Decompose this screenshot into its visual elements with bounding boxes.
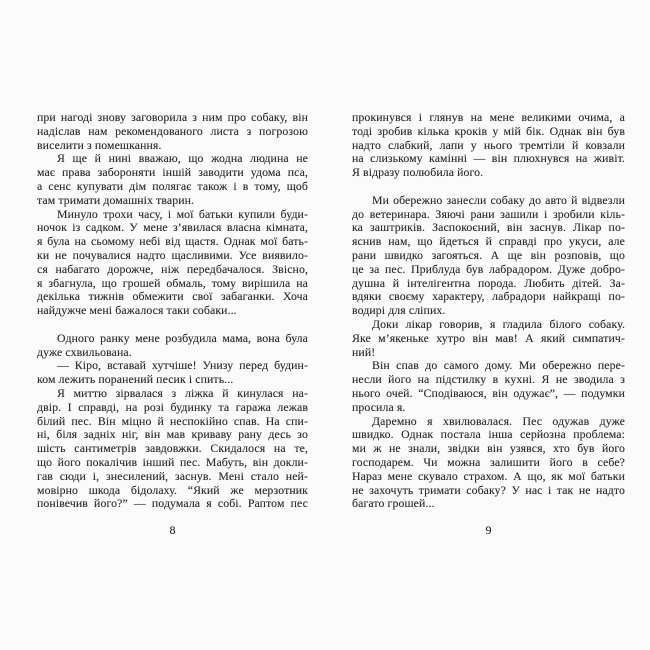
page-right (352, 111, 625, 581)
text-line: Минуло трохи часу, і мої батьки купили буди- (57, 206, 308, 221)
text-line: вдяки своєму характеру, лабрадори найкращі по- (352, 289, 625, 304)
text-line: швидко. Однак постала інша серйозна проблема: (352, 427, 625, 442)
text-line: просила я. (352, 399, 406, 414)
text-line: прокинувся і глянув на мене великими очима, а (352, 110, 625, 124)
text-line: Одного ранку мене розбудила мама, вона була (57, 330, 308, 345)
text-line: ми ж не знали, звідки він узявся, хто був його (352, 441, 625, 456)
text-line: ся набагато дорожче, ніж передбачалося. Звісно, (37, 261, 308, 276)
text-line: гав сюди і, знесилений, заснув. Мені стало ней- (37, 468, 308, 483)
text-line: на слизькому камінні — він плюхнувся на живіт. (352, 151, 625, 166)
text-line: Доки лікар говорив, я гладила білого собаку. (372, 316, 625, 331)
paragraph (37, 332, 308, 360)
text-line: водирі для сліпих. (352, 303, 446, 318)
text-line: це за пес. Приблуда був лабрадором. Дуже добро- (352, 261, 625, 276)
paragraph (37, 152, 308, 207)
paragraph (37, 111, 308, 152)
text-line: ки не почувалися надто щасливими. Усе виявило- (37, 247, 308, 262)
text-line: що його покалічив інший пес. Мабуть, він докли- (37, 454, 308, 469)
text-line: ні, біля задніх ніг, він мав криваву рану десь зо (37, 427, 308, 442)
text-line: Нараз мене скувало страхом. А що, як мої батьки (352, 468, 625, 483)
text-line: я була на сьомому небі від щастя. Однак мої бать- (37, 234, 308, 249)
page-left (37, 111, 308, 581)
text-line: Ми обережно занесли собаку до авто й відвезли (372, 192, 625, 207)
text-line: ка заштриків. Заспокоєний, він заснув. Лікар по- (352, 220, 625, 235)
text-line: а сенс купувати дім полягає також і в тому, щоб (37, 178, 308, 193)
paragraph (352, 415, 625, 512)
text-line: до ветеринара. Зяючі рани зашили і зробили кіль- (352, 206, 625, 221)
text-line: яснив нам, що йдеться й справді про укуси, але (352, 234, 625, 249)
text-line: декілька тижнів обмежити свої забаганки. Хоча (37, 289, 308, 304)
text-line: Він спав до самого дому. Ми обережно пере- (372, 358, 625, 373)
text-line: Я ще й нині вважаю, що жодна людина не (57, 151, 308, 166)
text-line: Даремно я хвилювалася. Пес одужав дуже (372, 413, 625, 428)
text-line: душна й інтелігентна порода. Любить дітей. За- (352, 275, 625, 290)
text-line: ний! (352, 344, 376, 359)
text-line: при нагоді знову заговорила з ним про собаку, він (37, 110, 308, 124)
page-number: 9 (485, 523, 492, 537)
text-line: багато грошей... (352, 496, 435, 511)
text-line: найдужче мені бажалося таки собаки... (37, 303, 237, 318)
paragraph (37, 208, 308, 318)
paragraph (352, 359, 625, 414)
text-line: виселити з помешкання. (37, 137, 162, 152)
text-line: понівечив його?” — подумала я собі. Раптом пес (37, 496, 308, 511)
paragraph (37, 387, 308, 511)
text-line: я збагнула, що грошей обмаль, тому вирішила на (37, 275, 308, 290)
text-line: дуже схвильована. (37, 344, 132, 359)
text-line: мовірно шкода бідолаху. “Який же мерзотник (37, 482, 308, 497)
text-line: надіслав нам рекомендованого листа з погрозою (37, 123, 308, 138)
text-line: там тримати домашніх тварин. (37, 192, 195, 207)
paragraph (352, 111, 625, 180)
text-line: — Кіро, вставай хутчіше! Унизу перед будин- (57, 358, 308, 373)
paragraph (352, 194, 625, 318)
text-line: має права забороняти іншій заводити удома пса, (37, 165, 308, 180)
text-line: нього очей. “Сподіваюся, він одужає”, — подумки (352, 385, 625, 400)
text-line: несли його на підстилку в кухні. Я не зводила з (352, 372, 625, 387)
text-line: рани швидко загояться. А ще він розповів, що (352, 247, 625, 262)
text-line: господарем. Чи можна залишити його в себе? (352, 454, 625, 469)
text-line: ком лежить поранений песик і спить... (37, 372, 234, 387)
text-line: не захочуть тримати собаку? У нас і так не надто (352, 482, 625, 497)
page-number: 8 (169, 523, 176, 537)
text-line: тоді зробив кілька кроків у мій бік. Однак він був (352, 123, 625, 138)
text-line: двір. І справді, на розі будинку та гаража лежав (37, 399, 308, 414)
text-line: Я відразу полюбила його. (352, 165, 484, 180)
text-line: Яке м’якеньке хутро він мав! А який симпатич- (352, 330, 625, 345)
text-line: надто слабкий, лапи у нього тремтіли й ковзали (352, 137, 625, 152)
paragraph (37, 359, 308, 387)
text-line: білий пес. Він міцно й неспокійно спав. На спи- (37, 413, 308, 428)
paragraph (352, 318, 625, 359)
text-line: ночок із садком. У мене з’явилася власна кімната, (37, 220, 308, 235)
text-line: шість сантиметрів завдовжки. Скидалося на те, (37, 441, 308, 456)
text-line: Я миттю зірвалася з ліжка й кинулася на- (57, 385, 308, 400)
